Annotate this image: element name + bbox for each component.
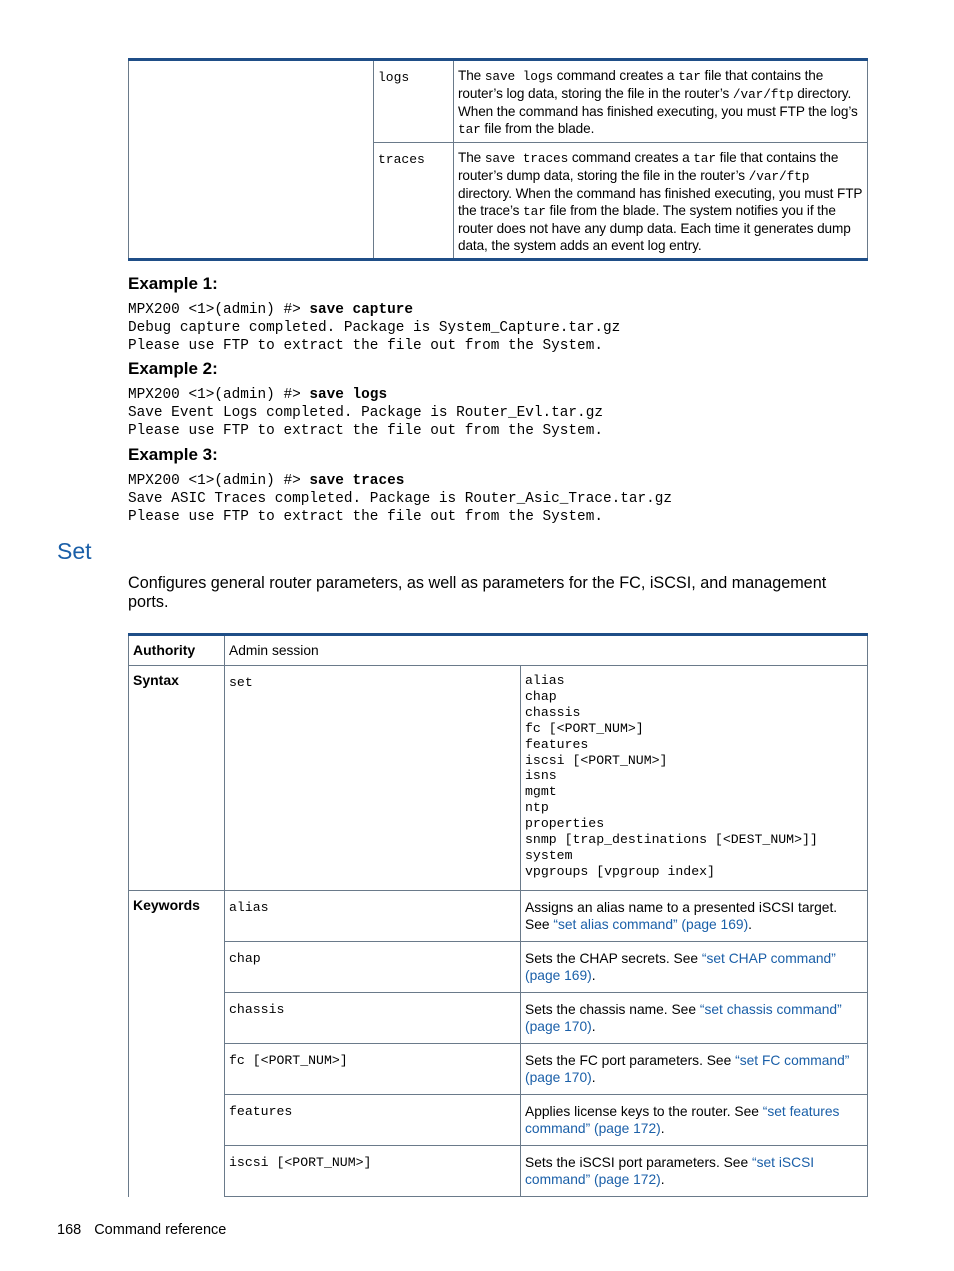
prompt: MPX200 <1>(admin) #> <box>128 387 310 403</box>
syntax-command: set <box>225 666 521 891</box>
inline-code: save logs <box>484 69 554 84</box>
footer-section: Command reference <box>94 1222 227 1238</box>
syntax-option: fc [<PORT_NUM>] <box>525 720 644 736</box>
keyword-description <box>521 1044 868 1095</box>
description-text: file that contains the router’s log data, storing the file in the router’s <box>458 68 824 101</box>
description-text: The <box>458 68 485 83</box>
description-text: The <box>458 150 485 165</box>
top-table <box>128 58 868 261</box>
description-text: command creates a <box>568 150 694 165</box>
syntax-option: isns <box>525 768 557 784</box>
code-block <box>128 386 603 440</box>
output-line: Please use FTP to extract the file out from the System. <box>128 509 603 525</box>
keyword-row <box>129 1044 868 1095</box>
description-text: file from the blade. The system notifies you if the router does not have any dump data. Each time it generates dump data, the system adds an event log entry. <box>458 203 851 253</box>
command: save traces <box>309 473 405 489</box>
keyword-description <box>521 942 868 993</box>
keyword-row <box>129 942 868 993</box>
syntax-option: chassis <box>525 704 581 720</box>
description-text: Sets the iSCSI port parameters. See <box>525 1155 752 1170</box>
prompt: MPX200 <1>(admin) #> <box>128 302 310 318</box>
inline-code: /var/ftp <box>732 87 794 102</box>
description-end: . <box>660 1121 665 1136</box>
description-end: . <box>748 917 753 932</box>
inline-code: /var/ftp <box>748 169 810 184</box>
command: save capture <box>309 302 413 318</box>
keyword-cell: iscsi [<PORT_NUM>] <box>225 1146 521 1197</box>
keyword-cell: features <box>225 1095 521 1146</box>
table-row <box>129 60 868 143</box>
syntax-option: chap <box>525 688 557 704</box>
description-end: . <box>660 1172 665 1187</box>
inline-code: tar <box>458 122 481 137</box>
keyword-row <box>129 1095 868 1146</box>
description-end: . <box>591 1070 596 1085</box>
code-block <box>128 301 620 355</box>
output-line: Debug capture completed. Package is System_Capture.tar.gz <box>128 320 621 336</box>
keyword-cell: alias <box>225 891 521 942</box>
syntax-option: alias <box>525 673 565 688</box>
description-end: . <box>591 968 596 983</box>
output-line: Save ASIC Traces completed. Package is Router_Asic_Trace.tar.gz <box>128 491 673 507</box>
description-text: file from the blade. <box>480 121 595 136</box>
set-command-table <box>128 633 868 1197</box>
keywords-label: Keywords <box>129 891 225 1197</box>
keyword-description <box>521 1146 868 1197</box>
inline-code: tar <box>678 69 701 84</box>
syntax-option: properties <box>525 816 605 832</box>
keyword-row <box>129 993 868 1044</box>
keyword-row <box>129 1146 868 1197</box>
xref-link[interactable]: “set features command” (page 172) <box>525 1104 840 1136</box>
authority-value: Admin session <box>225 635 868 666</box>
keyword-description <box>521 993 868 1044</box>
syntax-option: ntp <box>525 800 549 816</box>
description-text: Sets the chassis name. See <box>525 1002 700 1017</box>
inline-code: tar <box>693 151 716 166</box>
empty-cell <box>129 60 374 260</box>
section-intro: Configures general router parameters, as well as parameters for the FC, iSCSI, and management ports. <box>128 574 827 611</box>
description-cell <box>454 143 868 260</box>
syntax-option: iscsi [<PORT_NUM>] <box>525 752 668 768</box>
xref-link[interactable]: “set CHAP command” (page 169) <box>525 951 836 983</box>
syntax-options <box>521 666 868 891</box>
syntax-option: system <box>525 847 573 863</box>
syntax-option: features <box>525 736 589 752</box>
keyword-cell: chassis <box>225 993 521 1044</box>
example-heading: Example 3: <box>128 445 218 464</box>
page-number: 168 <box>57 1222 82 1238</box>
keyword-cell: traces <box>374 143 454 260</box>
description-text: Sets the CHAP secrets. See <box>525 951 702 966</box>
xref-link[interactable]: “set FC command” (page 170) <box>525 1053 850 1085</box>
syntax-option: snmp [trap_destinations [<DEST_NUM>]] <box>525 832 818 848</box>
syntax-option: vpgroups [vpgroup index] <box>525 863 715 879</box>
syntax-option: mgmt <box>525 784 557 800</box>
code-block <box>128 472 672 526</box>
description-text: command creates a <box>553 68 679 83</box>
description-text: file that contains the router’s dump data, storing the file in the router’s <box>458 150 839 183</box>
output-line: Please use FTP to extract the file out from the System. <box>128 338 603 354</box>
output-line: Save Event Logs completed. Package is Router_Evl.tar.gz <box>128 405 603 421</box>
syntax-row <box>129 666 868 891</box>
example-heading: Example 2: <box>128 359 218 378</box>
description-text: Assigns an alias name to a presented iSCSI target. See <box>525 900 838 932</box>
description-text: Sets the FC port parameters. See <box>525 1053 736 1068</box>
page-footer <box>57 1222 226 1238</box>
command: save logs <box>309 387 388 403</box>
keyword-description <box>521 1095 868 1146</box>
description-text: directory. When the command has finished executing, you must FTP the log’s <box>458 86 858 119</box>
inline-code: tar <box>523 204 546 219</box>
xref-link[interactable]: “set iSCSI command” (page 172) <box>525 1155 815 1187</box>
inline-code: save traces <box>484 151 569 166</box>
description-end: . <box>591 1019 596 1034</box>
prompt: MPX200 <1>(admin) #> <box>128 473 310 489</box>
authority-label: Authority <box>129 635 225 666</box>
xref-link[interactable]: “set chassis command” (page 170) <box>525 1002 842 1034</box>
section-title: Set <box>57 538 92 564</box>
example-heading: Example 1: <box>128 274 218 293</box>
description-cell <box>454 60 868 143</box>
keyword-cell: chap <box>225 942 521 993</box>
keyword-description <box>521 891 868 942</box>
description-text: directory. When the command has finished executing, you must FTP the trace’s <box>458 186 863 218</box>
syntax-label: Syntax <box>129 666 225 891</box>
description-text: Applies license keys to the router. See <box>525 1104 763 1119</box>
xref-link[interactable]: “set alias command” (page 169) <box>553 917 749 932</box>
keyword-cell: logs <box>374 60 454 143</box>
output-line: Please use FTP to extract the file out from the System. <box>128 423 603 439</box>
authority-row <box>129 635 868 666</box>
keyword-cell: fc [<PORT_NUM>] <box>225 1044 521 1095</box>
keyword-row <box>129 891 868 942</box>
